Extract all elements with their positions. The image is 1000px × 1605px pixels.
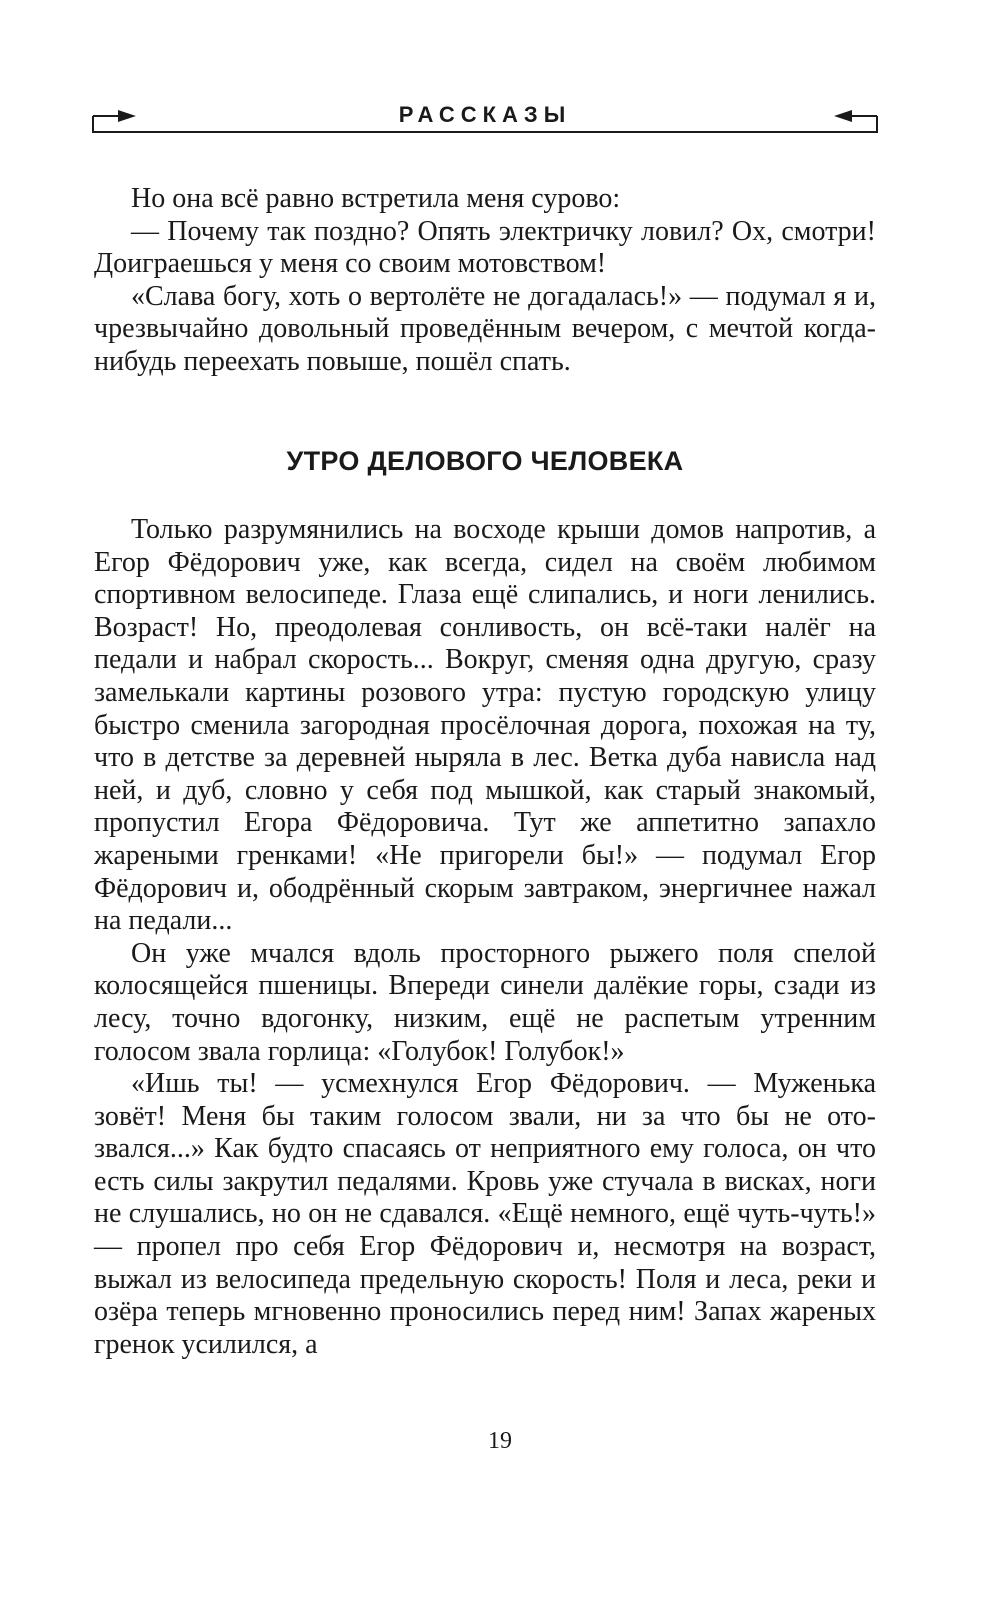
paragraph: Но она всё равно встретила меня сурово: — [131, 183, 621, 214]
story-text — [94, 514, 876, 1361]
continuation-text — [94, 183, 876, 379]
paragraph: — Почему так поздно? Опять электричку ловил? Ох, смотри! Доиграешься у меня со своим мотовством! — [94, 215, 876, 280]
story-title: УТРО ДЕЛОВОГО ЧЕЛОВЕКА — [286, 446, 684, 476]
paragraph: Он уже мчался вдоль просторного рыжего поля спелой колосящейся пшеницы. Впереди синели далёкие горы, сзади из лесу, точно вдогонку, низким, ещё не распетым утренним голосом звала горлица: «Голубок! Голубок!» — [94, 937, 876, 1067]
running-head — [92, 100, 878, 136]
paragraph: Только разрумянились на восходе крыши домов напротив, а Егор Фёдорович уже, как всегда, сидел на своём любимом спортивном велосипеде. Глаза ещё слипались, и ноги ленились. Возраст! Но, преодолевая сонливость, он всё-таки налёг на педали и набрал скорость... Вокруг, сменяя одна другую, сразу замелькали картины розового утра: пустую городскую улицу быстро сменила загородная просёлочная дорога, похожая на ту, что в детстве за деревней ныряла в лес. Ветка дуба нависла над ней, и дуб, словно у себя под мышкой, как старый знакомый, пропустил Егора Фёдоровича. Тут же аппетитно запахло жареными гренками! «Не пригорели бы!» — подумал Егор Фёдорович и, ободрённый скорым завтраком, энергичнее нажал на педали... — [94, 514, 876, 937]
paragraph: «Слава богу, хоть о вертолёте не догадалась!» — подумал я и, чрезвычайно довольный проведённым вечером, с мечтой когда-нибудь переехать повыше, пошёл спать. — [94, 280, 876, 377]
paragraph: «Ишь ты! — усмехнулся Егор Фёдорович. — Муженька зовёт! Меня бы таким голосом звали, ни за что бы не отозвался...» Как будто спасаясь от неприятного ему голоса, он что есть силы закрутил педалями. Кровь уже стучала в висках, ноги не слушались, но он не сдавался. «Ещё немного, ещё чуть-чуть!» — пропел про себя Егор Фёдорович и, несмотря на возраст, выжал из велосипеда предельную скорость! Поля и леса, реки и озёра теперь мгновенно проносились перед ним! Запах жареных гренок усилился, а — [94, 1068, 876, 1360]
page-number: 19 — [488, 1428, 512, 1454]
running-title: РАССКАЗЫ — [398, 102, 572, 127]
